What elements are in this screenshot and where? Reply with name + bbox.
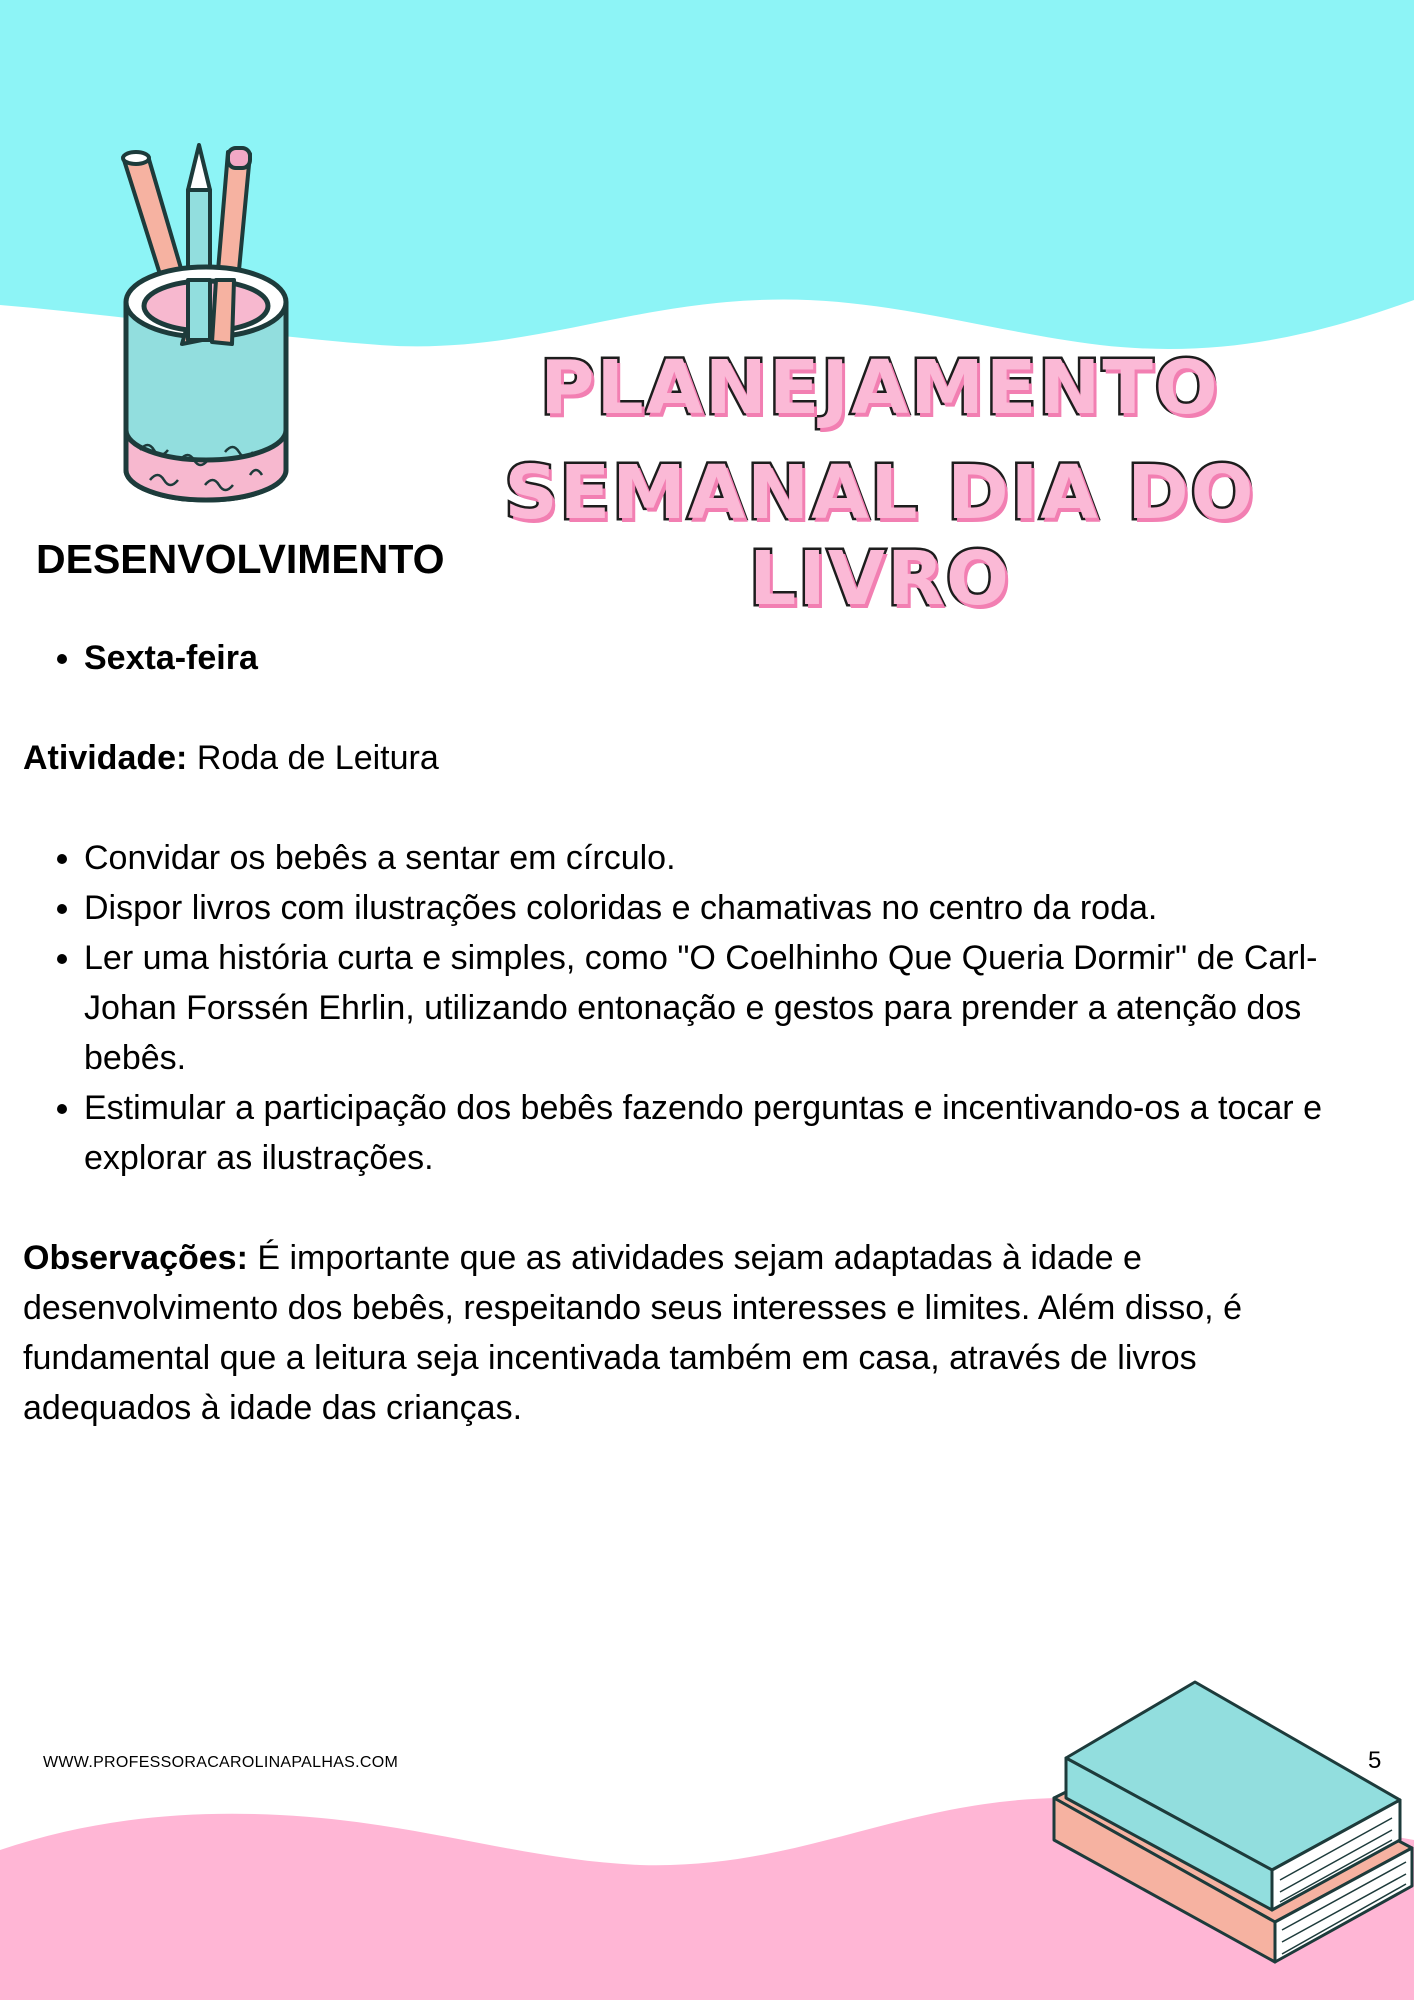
notes-text: É importante que as atividades sejam adaptadas à idade e desenvolvimento dos bebês, respeitando seus interesses e limites. Além disso, é fundamental que a leitura seja incentivada também em casa, através de livros adequados à idade das crianças. xyxy=(23,1239,1242,1427)
page-number: 5 xyxy=(1368,1747,1382,1774)
activity-line xyxy=(23,733,1383,783)
section-heading: DESENVOLVIMENTO xyxy=(36,536,445,582)
activity-value: Roda de Leitura xyxy=(196,739,439,777)
list-item: • Convidar os bebês a sentar em círculo. xyxy=(84,833,1383,883)
day-label: • Sexta-feira xyxy=(84,633,1383,683)
title-line-1: PLANEJAMENTO xyxy=(540,345,1220,431)
notes-paragraph xyxy=(23,1233,1353,1433)
day-list xyxy=(23,633,1383,683)
list-item: • Estimular a participação dos bebês fazendo perguntas e incentivando-os a tocar e explorar as ilustrações. xyxy=(84,1083,1383,1183)
footer-website: WWW.PROFESSORACAROLINAPALHAS.COM xyxy=(43,1754,399,1771)
books-stack-icon xyxy=(1050,1680,1414,1970)
title-line-2: SEMANAL DIA DO LIVRO xyxy=(504,450,1256,622)
list-item: • Dispor livros com ilustrações coloridas e chamativas no centro da roda. xyxy=(84,883,1383,933)
list-item: • Ler uma história curta e simples, como "O Coelhinho Que Queria Dormir" de Carl-Johan Forssén Ehrlin, utilizando entonação e gestos para prender a atenção dos bebês. xyxy=(84,933,1383,1083)
pencil-cup-icon xyxy=(110,130,310,530)
notes-label: Observações: xyxy=(23,1239,248,1277)
activity-label: Atividade: xyxy=(23,739,188,777)
steps-list xyxy=(23,833,1383,1183)
